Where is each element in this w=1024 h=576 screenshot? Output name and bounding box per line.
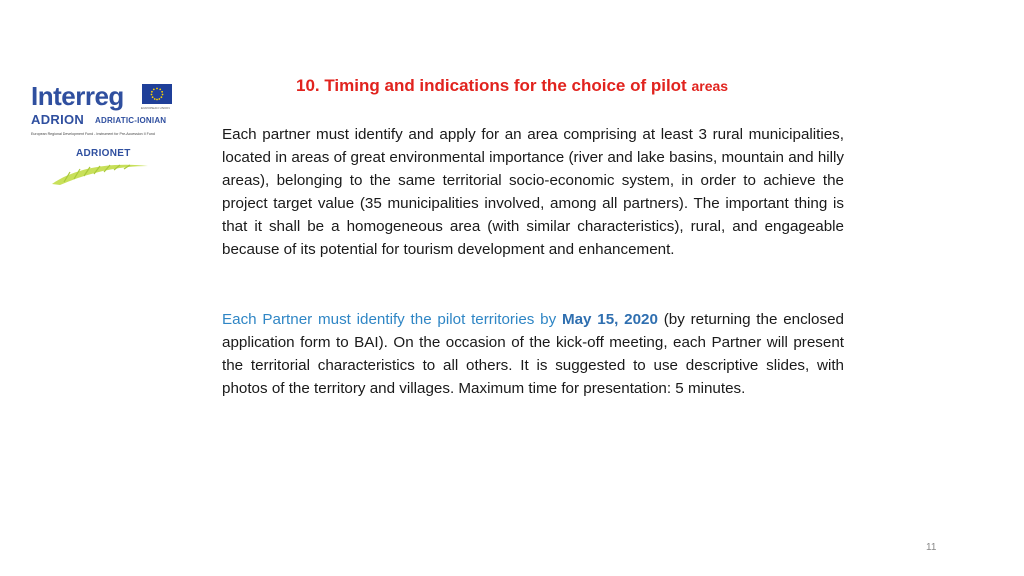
slide-title-main: 10. Timing and indications for the choice of pilot	[296, 76, 692, 95]
deadline-date: May 15, 2020	[561, 311, 658, 328]
paragraph-requirements: Each partner must identify and apply for an area comprising at least 3 rural municipalities, located in areas of great environmental importance (river and lake basins, mountain and hilly areas), belonging to the same territorial socio-economic system, in order to achieve the project target value (35 municipalities involved, among all partners). The important thing is that it shall be a homogeneous area (with similar characteristics), rural, and engageable because of its potential for tourism development and enhancement.	[222, 126, 844, 258]
slide-title	[296, 76, 856, 96]
eu-caption: EUROPEAN UNION	[141, 106, 170, 110]
logo-region: ADRIATIC-IONIAN	[95, 116, 167, 125]
page-number: 11	[926, 542, 937, 553]
paragraph-deadline	[222, 308, 844, 400]
logo-program: ADRION	[31, 112, 85, 127]
eu-flag-icon	[142, 84, 172, 104]
deadline-lead: Each Partner must identify the pilot territories by	[222, 311, 562, 328]
deadline-rest: (by returning the enclosed application form to BAI). On the occasion of the kick-off meeting, each Partner will present the territorial characteristics to all others. It is suggested to use descriptive slides, with photos of the territory and villages. Maximum time for presentation: 5 minutes.	[222, 311, 844, 397]
slide-title-tail: areas	[691, 78, 729, 94]
project-name: ADRIONET	[76, 148, 131, 159]
logo-fund-line: European Regional Development Fund - Instrument for Pre-Accession II Fund	[31, 132, 155, 136]
logo-brand: Interreg	[31, 81, 124, 111]
leaf-swoosh-icon	[50, 160, 150, 186]
interreg-adrion-logo	[28, 82, 176, 187]
